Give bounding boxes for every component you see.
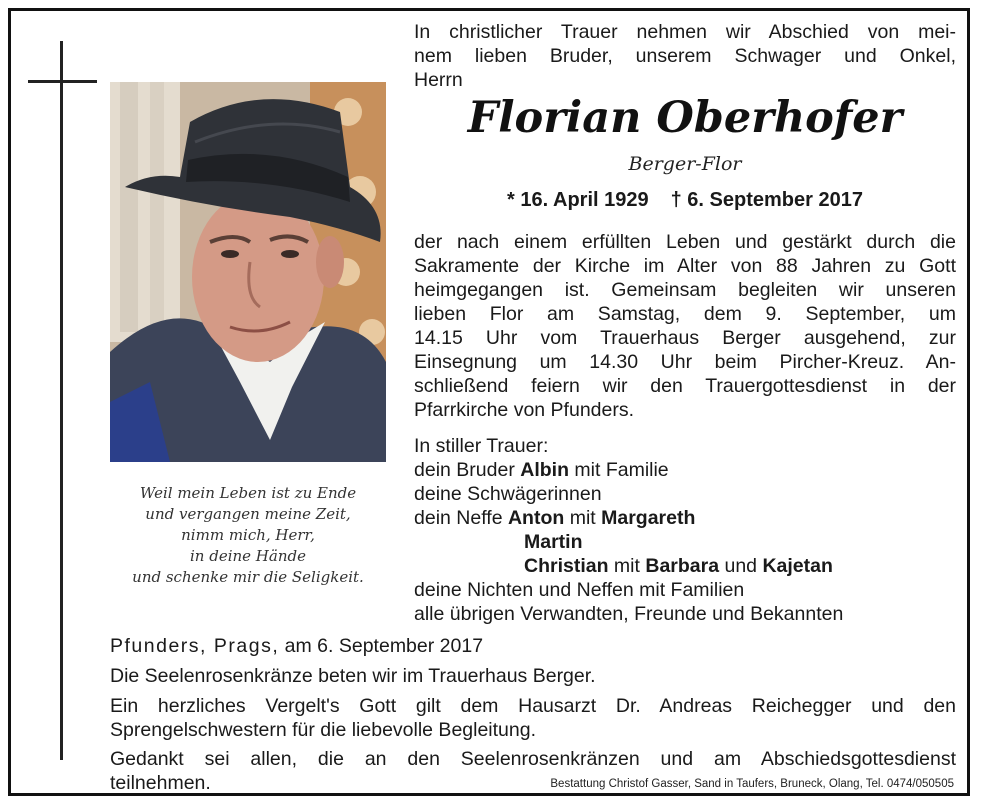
gratitude-line: teilnehmen. — [110, 772, 211, 794]
gratitude-line: Gedankt sei allen, die an den Seelenrosenkränzen und am Abschiedsgottesdienst — [110, 748, 956, 770]
main-line: der nach einem erfüllten Leben und gestärkt durch die — [414, 231, 956, 253]
portrait-photo — [110, 82, 386, 462]
brother-name: Albin — [520, 459, 569, 481]
mourner-nieces: deine Nichten und Neffen mit Familien — [414, 579, 745, 601]
cross-horizontal-bar — [28, 80, 97, 83]
poem-line: nimm mich, Herr, — [181, 526, 315, 544]
thanks-line: Sprengelschwestern für die liebevolle Begleitung. — [110, 719, 537, 741]
poem-line: Weil mein Leben ist zu Ende — [139, 484, 357, 502]
text: mit — [564, 507, 602, 529]
mourner-brother — [414, 458, 956, 482]
date: am 6. September 2017 — [279, 635, 484, 657]
deceased-name: Florian Oberhofer — [467, 93, 903, 143]
intro-line: nem lieben Bruder, unserem Schwager und Onkel, — [414, 45, 956, 67]
mourners-heading: In stiller Trauer: — [414, 435, 549, 457]
mourners-list — [414, 434, 956, 626]
poem-line: in deine Hände — [190, 547, 306, 565]
rosary-note: Die Seelenrosenkränze beten wir im Trauerhaus Berger. — [110, 665, 596, 687]
main-line: heimgegangen ist. Gemeinsam begleiten wir unseren — [414, 279, 956, 301]
main-line: Einsegnung um 14.30 Uhr beim Pircher-Kreuz. An- — [414, 351, 956, 373]
intro-line: Herrn — [414, 69, 463, 91]
poem-line: und vergangen meine Zeit, — [145, 505, 351, 523]
text: dein Bruder — [414, 459, 521, 481]
poem-line: und schenke mir die Seligkeit. — [132, 568, 364, 586]
mourner-nephew — [414, 506, 956, 530]
mourner-nephew — [414, 554, 956, 578]
main-line: Sakramente der Kirche im Alter von 88 Jahren zu Gott — [414, 255, 956, 277]
place-date — [110, 634, 956, 658]
mourner-others: alle übrigen Verwandten, Freunde und Bekannten — [414, 603, 844, 625]
death-date: † 6. September 2017 — [670, 189, 863, 211]
text: mit Familie — [568, 459, 669, 481]
main-text — [414, 230, 956, 422]
partner-name: Barbara — [645, 555, 720, 577]
child-name: Kajetan — [762, 555, 833, 577]
main-line: 14.15 Uhr vom Trauerhaus Berger ausgehend, zur — [414, 327, 956, 349]
text: mit — [608, 555, 646, 577]
undertaker-info: Bestattung Christof Gasser, Sand in Taufers, Bruneck, Olang, Tel. 0474/050505 — [550, 778, 954, 790]
intro-text — [414, 20, 956, 92]
place: Pfunders, Prags, — [110, 635, 280, 657]
intro-line: In christlicher Trauer nehmen wir Abschied von mei- — [414, 21, 956, 43]
deceased-nickname: Berger-Flor — [628, 153, 742, 175]
main-line: lieben Flor am Samstag, dem 9. September, um — [414, 303, 956, 325]
mourner-nephew — [414, 530, 956, 554]
poem — [112, 483, 384, 588]
nephew-name: Anton — [507, 507, 565, 529]
cross-vertical-bar — [60, 41, 63, 760]
birth-date: * 16. April 1929 — [507, 189, 649, 211]
main-line: schließend feiern wir den Trauergottesdienst in der — [414, 375, 956, 397]
life-dates — [414, 189, 956, 212]
text: und — [719, 555, 763, 577]
nephew-name: Martin — [524, 531, 583, 553]
text: dein Neffe — [414, 507, 508, 529]
mourner-sisters-in-law: deine Schwägerinnen — [414, 483, 602, 505]
thanks-note — [110, 694, 956, 742]
main-line: Pfarrkirche von Pfunders. — [414, 399, 635, 421]
thanks-line: Ein herzliches Vergelt's Gott gilt dem Hausarzt Dr. Andreas Reichegger und den — [110, 695, 956, 717]
partner-name: Margareth — [601, 507, 696, 529]
nephew-name: Christian — [524, 555, 609, 577]
